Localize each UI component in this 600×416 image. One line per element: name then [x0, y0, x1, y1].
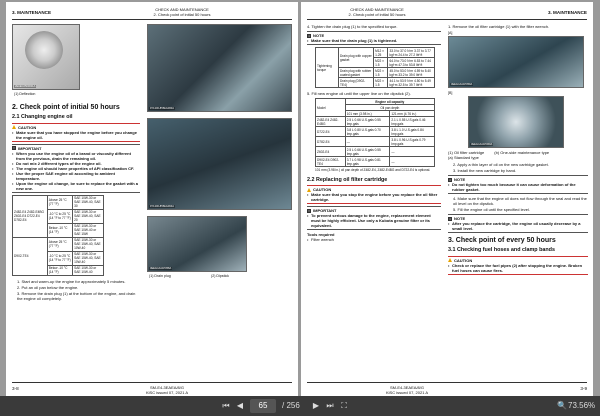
doc-issue: KiSC issued 07, 2021 A [385, 389, 429, 395]
fig4-caption-a: (1) Drain plug [149, 274, 171, 278]
caution-label: CAUTION [18, 124, 37, 130]
table-row: D722-E4 3.8 L 0.80 U.S.gals 0.70 Imp.gals 3.8 L 1.0 U.S.gals 0.84 Imp.gals [316, 127, 435, 137]
step-item: 1. Remove the oil filter cartridge (1) with the filter wrench. [448, 24, 550, 29]
important-item: • Use the proper SAE engine oil according to ambient temperature. [12, 171, 140, 181]
table-row: Drain plug with rubber coated gasket M22 × 1.5 45.0 to 53.0 N·m 4.59 to 5.40 kgf·m 33.2 to 39.0 lbf·ft [316, 68, 435, 78]
capacity-footnote: 101 mm (3.98 in.) oil pan depth of Z482-E4, Z482-E4BG and D722-E4 is optional. [315, 168, 431, 172]
note-label: NOTE [454, 216, 466, 221]
table-row: Tightening torque Drain plug with copper gasket M12 × 1.25 33.0 to 37.0 N·m 3.37 to 3.77 kgf·m 24.4 to 27.2 lbf·ft [316, 48, 435, 58]
step-item: 1. Start and warm-up the engine for approximately 5 minutes. [17, 278, 126, 284]
step-item: 5. Fill new engine oil until the upper line on the dipstick (2). [307, 91, 411, 96]
subsection-title: 2.2 Replacing oil filter cartridge [307, 177, 388, 183]
table-row: D782-E4 — 3.8 L 0.96 U.S.gals 0.79 Imp.gals [316, 137, 435, 147]
table-row: M22 × 1.5 64.0 to 73.0 N·m 6.53 to 7.44 kgf·m 47.3 to 53.8 lbf·ft [316, 58, 435, 68]
caution-label: CAUTION [454, 257, 473, 263]
important-item: • The engine oil should have properties of API classification CF. [12, 166, 140, 171]
viewer-toolbar [0, 396, 600, 416]
caution-box [448, 256, 588, 275]
caution-box [12, 123, 140, 142]
prev-page-button[interactable]: ◀ [236, 401, 244, 410]
warning-icon [448, 258, 452, 262]
table-row: 101 mm (3.98 in.) 121 mm (4.76 in.) [316, 111, 435, 117]
subsection-title: 3.1 Checking fuel hoses and clamp bands [448, 247, 555, 254]
note-item: • After you replace the cartridge, the engine oil usually decrease by a small level. [448, 221, 588, 231]
table-row: Z602-E4 2.5 L 0.66 U.S.gals 0.55 Imp.gals — [316, 147, 435, 157]
note-box [307, 31, 441, 45]
important-label: IMPORTANT [313, 208, 337, 214]
doc-code: SM-E4-3EAEA/8/G [149, 384, 184, 390]
section-title: 3. Check point of every 50 hours [448, 237, 556, 244]
legend-item: (1) Oil filter cartridge [448, 150, 485, 155]
warning-icon [307, 188, 311, 192]
left-page [6, 2, 298, 396]
table-row: Oil pan depth [316, 105, 435, 111]
section-title: 2. Check point of initial 50 hours [12, 104, 120, 111]
important-item: • When you use the engine oil of a brand or viscosity different from the previous, drain the remaining oil. [12, 151, 140, 161]
engine-side-figure [147, 118, 292, 210]
note-label: NOTE [454, 177, 466, 182]
table-row: Z482-E4 Z482-E4BG 2.5 L 0.66 U.S.gals 0.55 Imp.gals 2.1 L 0.55 U.S.gals 0.46 Imp.gals [316, 117, 435, 127]
info-icon: ! [13, 146, 15, 151]
fit-page-icon[interactable]: ⛶ [341, 401, 347, 410]
right-page [301, 2, 593, 396]
tools-label: Tools required [307, 232, 335, 238]
right-left-column [307, 24, 441, 242]
note-box [448, 214, 588, 233]
first-page-button[interactable]: ⏮ [222, 401, 230, 410]
step-item: 4. Tighten the drain plug (1) to the specified torque. [307, 24, 398, 29]
oil-capacity-table [315, 98, 435, 167]
torque-table [315, 47, 435, 88]
important-item: • To prevent serious damage to the engine, replacement element must be highly efficient. Use only a Kubota genuine filter or its equivalent. [307, 213, 441, 228]
fig4-caption-b: (2) Dipstick [211, 274, 229, 278]
caution-item: • Make sure that you stop the engine before you replace the oil filter cartridge. [307, 192, 441, 202]
figure-tag: 9Y1200-855EG064A [150, 204, 174, 208]
left-header-section: 3. MAINTENANCE [12, 10, 52, 15]
figure-legend [448, 150, 588, 160]
left-text-column [12, 102, 140, 302]
engine-drain-figure [147, 216, 247, 272]
fan-belt-figure [12, 24, 80, 90]
figure-tag: 3EEACAA1P058A [150, 266, 172, 270]
important-item: • Do not mix 2 different types of the engine oil. [12, 161, 140, 166]
figure-tag: 9Y1200-855EG060A [150, 106, 174, 110]
info-icon: ! [308, 208, 310, 213]
page-number: 3-8 [12, 386, 19, 391]
subsection-title: 2.1 Changing engine oil [12, 114, 73, 121]
left-header [12, 6, 292, 20]
table-row: D902-TE4 Above 25 °C (77 °F) SAE 10W-30 or SAE 15W-40, SAE 10W-40 [13, 237, 104, 251]
table-row: Z482-E4 Z482-E4BG Z602-E4 D722-E4 D782-E4 Above 25 °C (77 °F) SAE 10W-30 or SAE 15W-40, SAE 30 [13, 195, 104, 209]
caution-box [307, 185, 441, 204]
right-header-section: 3. MAINTENANCE [547, 10, 587, 15]
note-icon: i [449, 216, 451, 221]
note-icon: i [449, 177, 451, 182]
fan-image [25, 31, 63, 69]
fig1-caption: (1) Deflection [14, 92, 36, 96]
table-row: Drain plug (D902-TE4) M22 × 1.5 44.1 to 53.9 N·m 4.50 to 5.49 kgf·m 32.5 to 39.7 lbf·ft [316, 78, 435, 88]
table-row: -10 °C to 25 °C (14 °F to 77 °F) SAE 10W-30 or SAE 15W-40, SAE 20 [13, 209, 104, 223]
table-row: D902-E4 D902-TE4 3.7 L 0.98 U.S.gals 0.81 Imp.gals — [316, 157, 435, 167]
note-label: NOTE [313, 33, 325, 38]
figure-tag: 2EAEC2500001A [15, 84, 36, 88]
right-header-chapter: CHECK AND MAINTENANCE [350, 7, 404, 12]
step-item: 3. Install the new cartridge by hand. [453, 168, 517, 173]
figure-tag: 3EEACAA1P060A [471, 142, 493, 146]
tool-item: • Filter wrench [307, 237, 441, 242]
figure-label-a: [A] [448, 31, 453, 35]
next-page-button[interactable]: ▶ [312, 401, 320, 410]
legend-item: (a) Standard type [448, 155, 479, 160]
step-item: 3. Remove the drain plug (1) at the bottom of the engine, and drain the engine oil completely. [17, 290, 136, 301]
figure-label-b: [B] [448, 91, 453, 95]
table-row: -10 °C to 25 °C (14 °F to 77 °F) SAE 10W-30 or SAE 15W-40, SAE 10W-40 [13, 251, 104, 265]
legend-item: (b) One-side maintenance type [494, 150, 550, 155]
oil-filter-figure-b [468, 96, 564, 148]
note-item: • Do not tighten too much because it can cause deformation of the rubber gasket. [448, 182, 588, 192]
zoom-level[interactable]: 73.56% [568, 401, 596, 410]
page-number-input[interactable]: 65 [250, 399, 276, 413]
important-label: IMPORTANT [18, 145, 42, 151]
page-total: / 256 [282, 401, 300, 410]
caution-label: CAUTION [313, 187, 332, 193]
left-header-topic: 2. Check point of initial 50 hours [153, 12, 211, 17]
step-item: 2. Put an oil pan below the engine. [17, 284, 79, 290]
doc-code: SM-E4-3EAEA/8/G [389, 384, 424, 390]
note-icon: i [308, 33, 310, 38]
viscosity-table [12, 195, 104, 276]
step-item: 4. Make sure that the engine oil does not flow through the seal and read the oil level on the dipstick. [453, 196, 587, 206]
warning-icon [12, 125, 16, 129]
note-box [448, 175, 588, 194]
right-footer [307, 382, 587, 395]
zoom-icon[interactable]: 🔍 [557, 401, 567, 410]
document-spread [6, 2, 594, 396]
table-row: Below -10 °C (14 °F) SAE 10W-30 or SAE 10W-40 or SAE 15W [13, 223, 104, 237]
important-item: • Upon the engine oil change, be sure to replace the gasket with a new one. [12, 181, 140, 191]
engine-top-figure [147, 24, 292, 112]
important-box [12, 144, 140, 193]
note-item: • Make sure that the drain plug (1) is tightened. [307, 38, 441, 43]
page-number: 3-9 [580, 386, 587, 391]
caution-item: • Check or replace the fuel pipes (2) after stopping the engine. Broken fuel hoses can cause fires. [448, 263, 588, 273]
table-row: Below -10 °C (14 °F) SAE 10W-30 or SAE 10W-40 [13, 265, 104, 275]
figure-tag: 3EEACAA1P059A [451, 82, 473, 86]
right-header [307, 6, 587, 20]
left-footer [12, 382, 292, 395]
right-right-column [448, 24, 588, 277]
right-header-topic: 2. Check point of initial 50 hours [348, 12, 406, 17]
step-item: 2. Apply a thin layer of oil on the new cartridge gasket. [453, 162, 549, 167]
step-item: 5. Fill the engine oil until the specified level. [453, 207, 530, 212]
doc-issue: KiSC issued 07, 2021 A [145, 389, 189, 395]
caution-item: • Make sure that you have stopped the engine before you change the engine oil. [12, 130, 140, 140]
last-page-button[interactable]: ⏭ [326, 401, 334, 410]
important-box [307, 206, 441, 230]
table-row: Model Engine oil capacity [316, 99, 435, 105]
oil-filter-figure-a [448, 36, 584, 88]
left-header-chapter: CHECK AND MAINTENANCE [155, 7, 209, 12]
